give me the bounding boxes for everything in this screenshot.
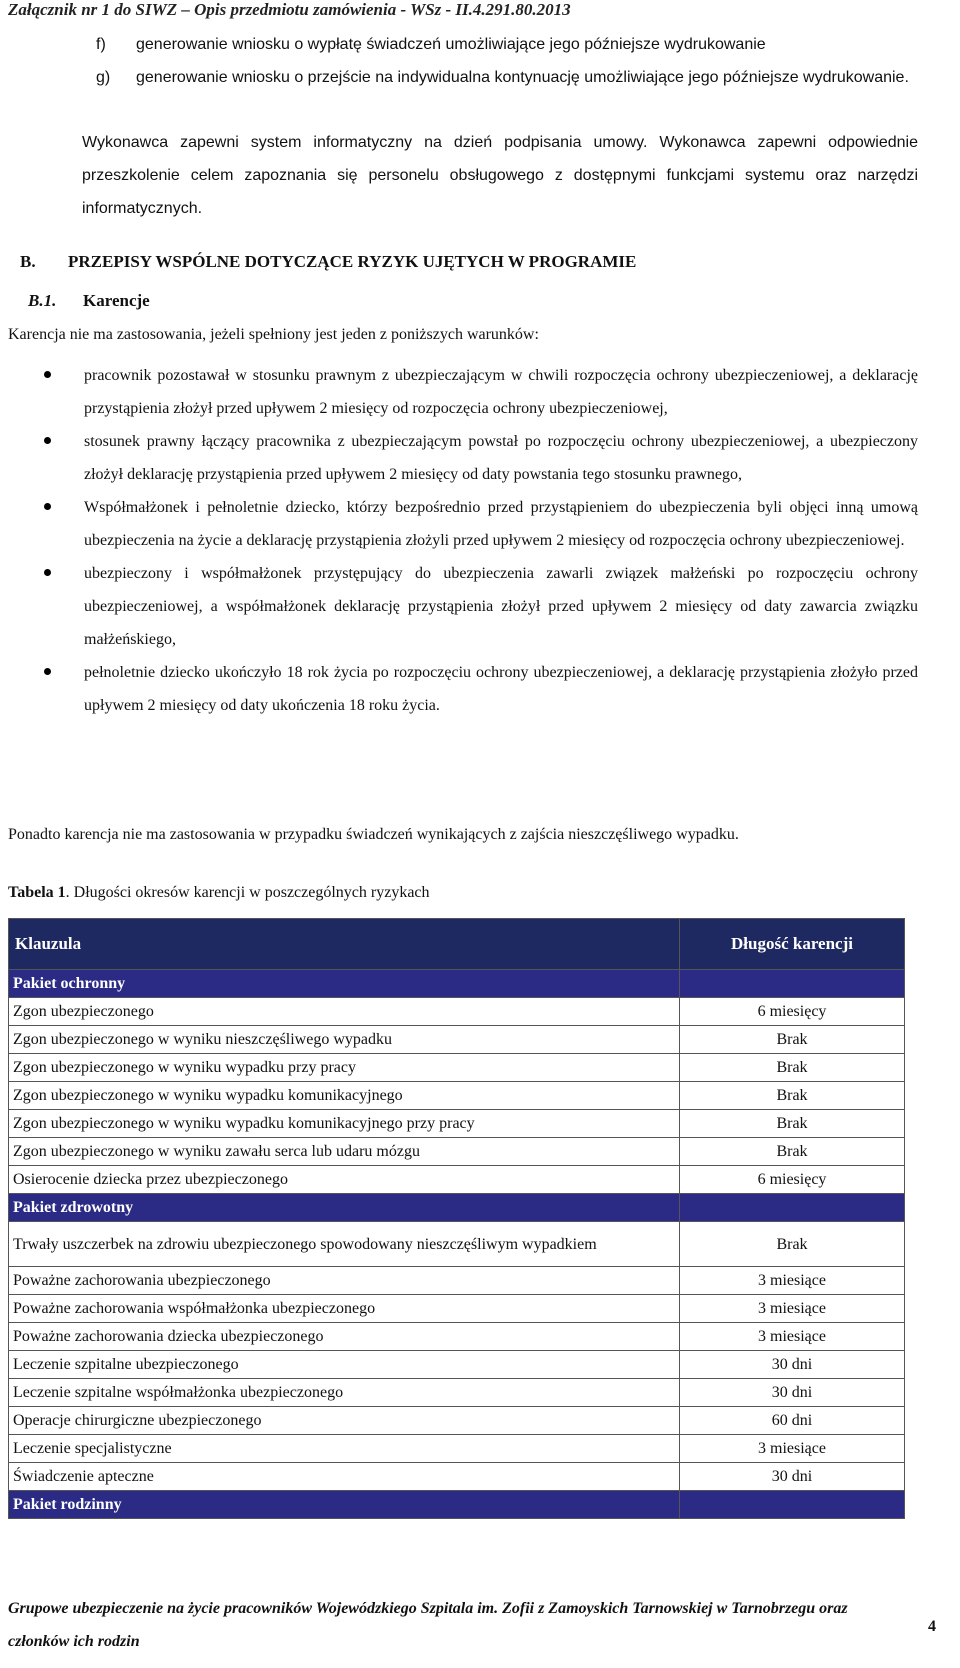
list-letter-f: f) — [96, 36, 106, 53]
group-row-ochronny: Pakiet ochronny — [9, 970, 905, 998]
table-row: Leczenie szpitalne ubezpieczonego 30 dni — [9, 1351, 905, 1379]
group-row-zdrowotny: Pakiet zdrowotny — [9, 1194, 905, 1222]
list-item: ubezpieczony i współmałżonek przystępujący do ubezpieczenia zawarli związek małżeński po rozpoczęciu ochrony ubezpieczeniowej, a współmałżonek deklarację przystąpienia złożył przed upływem 2 miesięcy od daty zawarcia związku małżeńskiego, — [40, 557, 918, 656]
section-b-number: B. — [20, 252, 36, 271]
header-klauzula: Klauzula — [9, 919, 680, 970]
intro-paragraph: Wykonawca zapewni system informatyczny na dzień podpisania umowy. Wykonawca zapewni odpowiednie przeszkolenie celem zapoznania się personelu obsługowego z dostępnymi funkcjami systemu oraz narzędzi informatycznych. — [82, 134, 918, 217]
section-b-heading — [20, 252, 637, 272]
table-row: Zgon ubezpieczonego w wyniku nieszczęśliwego wypadku Brak — [9, 1026, 905, 1054]
document-header: Załącznik nr 1 do SIWZ – Opis przedmiotu zamówienia - WSz - II.4.291.80.2013 — [8, 0, 571, 19]
table-caption-text: . Długości okresów karencji w poszczególnych ryzykach — [65, 884, 430, 901]
section-b1-heading — [28, 291, 150, 311]
table-caption — [8, 884, 430, 902]
bullet-icon — [44, 437, 51, 444]
list-item: stosunek prawny łączący pracownika z ubezpieczającym powstał po rozpoczęciu ochrony ubezpieczeniowej, a ubezpieczony złożył deklarację przystąpienia przed upływem 2 miesięcy od daty powstania tego stosunku prawnego, — [40, 425, 918, 491]
table-row: Zgon ubezpieczonego w wyniku zawału serca lub udaru mózgu Brak — [9, 1138, 905, 1166]
group-row-rodzinny: Pakiet rodzinny — [9, 1491, 905, 1519]
section-b1-title: Karencje — [83, 291, 150, 310]
bullet-icon — [44, 503, 51, 510]
table-row: Zgon ubezpieczonego w wyniku wypadku przy pracy Brak — [9, 1054, 905, 1082]
table-caption-label: Tabela 1 — [8, 884, 66, 901]
list-letter-g: g) — [96, 69, 111, 86]
table-row: Poważne zachorowania współmałżonka ubezpieczonego 3 miesiące — [9, 1295, 905, 1323]
table-row: Leczenie specjalistyczne 3 miesiące — [9, 1435, 905, 1463]
karencja-conditions-list — [40, 359, 918, 722]
header-dlugosc-karencji: Długość karencji — [680, 919, 905, 970]
table-row: Operacje chirurgiczne ubezpieczonego 60 dni — [9, 1407, 905, 1435]
bullet-icon — [44, 371, 51, 378]
table-row: Zgon ubezpieczonego w wyniku wypadku komunikacyjnego Brak — [9, 1082, 905, 1110]
list-item: Współmałżonek i pełnoletnie dziecko, którzy bezpośrednio przed przystąpieniem do ubezpieczenia byli objęci inną umową ubezpieczenia na życie a deklarację przystąpienia złożyli przed upływem 2 miesięcy od rozpoczęcia ochrony ubezpieczeniowej. — [40, 491, 918, 557]
table-row: Poważne zachorowania ubezpieczonego 3 miesiące — [9, 1267, 905, 1295]
page-number: 4 — [928, 1618, 936, 1635]
list-item: pełnoletnie dziecko ukończyło 18 rok życia po rozpoczęciu ochrony ubezpieczeniowej, a deklarację przystąpienia złożyło przed upływem 2 miesięcy od daty ukończenia 18 roku życia. — [40, 656, 918, 722]
table-row: Zgon ubezpieczonego 6 miesięcy — [9, 998, 905, 1026]
table-row: Świadczenie apteczne 30 dni — [9, 1463, 905, 1491]
section-b1-number: B.1. — [28, 291, 57, 310]
table-header-row — [9, 919, 905, 970]
list-item: pracownik pozostawał w stosunku prawnym z ubezpieczającym w chwili rozpoczęcia ochrony ubezpieczeniowej, a deklarację przystąpienia złożył przed upływem 2 miesięcy od rozpoczęcia ochrony ubezpieczeniowej, — [40, 359, 918, 425]
section-b-title: PRZEPISY WSPÓLNE DOTYCZĄCE RYZYK UJĘTYCH W PROGRAMIE — [68, 252, 637, 271]
table-row: Osierocenie dziecka przez ubezpieczonego 6 miesięcy — [9, 1166, 905, 1194]
table-row: Poważne zachorowania dziecka ubezpieczonego 3 miesiące — [9, 1323, 905, 1351]
document-footer: Grupowe ubezpieczenie na życie pracowników Wojewódzkiego Szpitala im. Zofii z Zamoyskich Tarnowskiej w Tarnobrzegu oraz członków ich rodzin — [8, 1600, 848, 1650]
table-row: Zgon ubezpieczonego w wyniku wypadku komunikacyjnego przy pracy Brak — [9, 1110, 905, 1138]
list-item-g: generowanie wniosku o przejście na indywidualna kontynuację umożliwiające jego późniejsze wydrukowanie. — [136, 69, 909, 86]
karencja-intro: Karencja nie ma zastosowania, jeżeli spełniony jest jeden z poniższych warunków: — [8, 326, 539, 343]
bullet-icon — [44, 668, 51, 675]
list-item-f: generowanie wniosku o wypłatę świadczeń umożliwiające jego późniejsze wydrukowanie — [136, 36, 766, 53]
ponadto-paragraph: Ponadto karencja nie ma zastosowania w przypadku świadczeń wynikających z zajścia nieszczęśliwego wypadku. — [8, 826, 739, 843]
bullet-icon — [44, 569, 51, 576]
table-row: Leczenie szpitalne współmałżonka ubezpieczonego 30 dni — [9, 1379, 905, 1407]
table-row: Trwały uszczerbek na zdrowiu ubezpieczonego spowodowany nieszczęśliwym wypadkiem Brak — [9, 1222, 905, 1267]
karencja-table — [8, 918, 905, 1519]
